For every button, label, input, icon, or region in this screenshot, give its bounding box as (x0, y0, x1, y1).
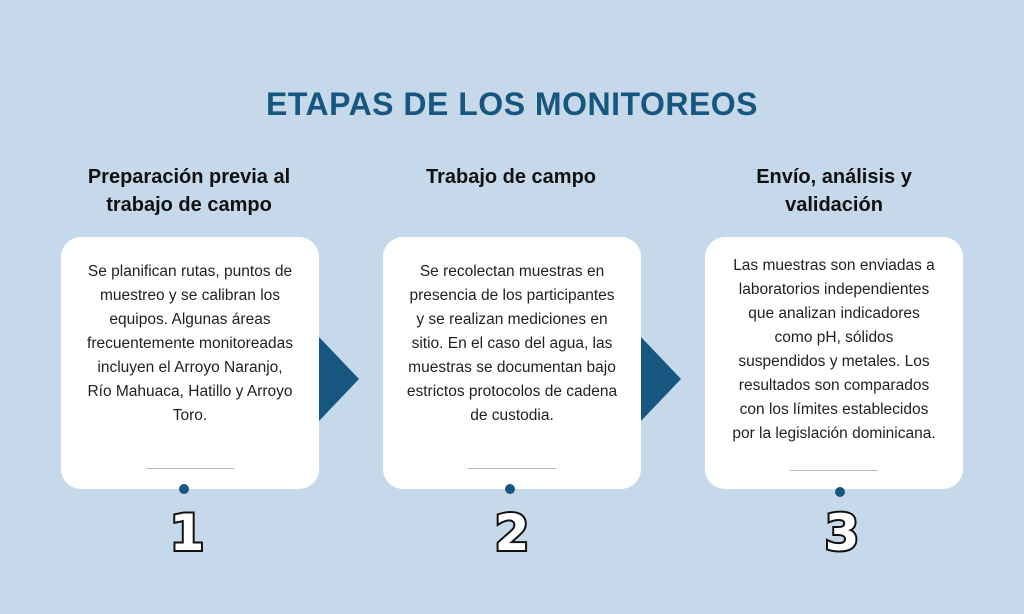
stage-1-dot (179, 484, 189, 494)
stage-3-number: 3 (824, 504, 860, 562)
card-divider (468, 468, 556, 469)
page-title: ETAPAS DE LOS MONITOREOS (265, 86, 759, 122)
stage-1-card (61, 237, 319, 489)
stage-2-card (383, 237, 641, 489)
stage-1-title: Preparación previa al trabajo de campo (87, 166, 291, 216)
card-divider (790, 470, 878, 471)
stage-3-dot (835, 487, 845, 497)
stage-3-card (705, 237, 963, 489)
chevron-right-icon (641, 337, 681, 421)
card-divider (146, 468, 234, 469)
stage-1-number: 1 (169, 504, 205, 562)
stage-2-description: Se recolectan muestras en presencia de los participantes y se realizan mediciones en sitio. En el caso del agua, las muestras se documentan bajo estrictos protocolos de cadena de custodia. (406, 263, 618, 424)
stage-2-dot (505, 484, 515, 494)
stage-3-description: Las muestras son enviadas a laboratorios independientes que analizan indicadores como pH, sólidos suspendidos y metales. Los resultados son comparados con los límites establecidos por la legislación dominicana. (732, 257, 936, 442)
chevron-right-icon (319, 337, 359, 421)
stage-2-number: 2 (494, 504, 530, 562)
stage-1-description: Se planifican rutas, puntos de muestreo y se calibran los equipos. Algunas áreas frecuentemente monitoreadas incluyen el Arroyo Naranjo, Río Mahuaca, Hatillo y Arroyo Toro. (87, 263, 293, 424)
stage-3-title: Envío, análisis y validación (756, 166, 912, 216)
stage-2-title: Trabajo de campo (425, 166, 597, 188)
